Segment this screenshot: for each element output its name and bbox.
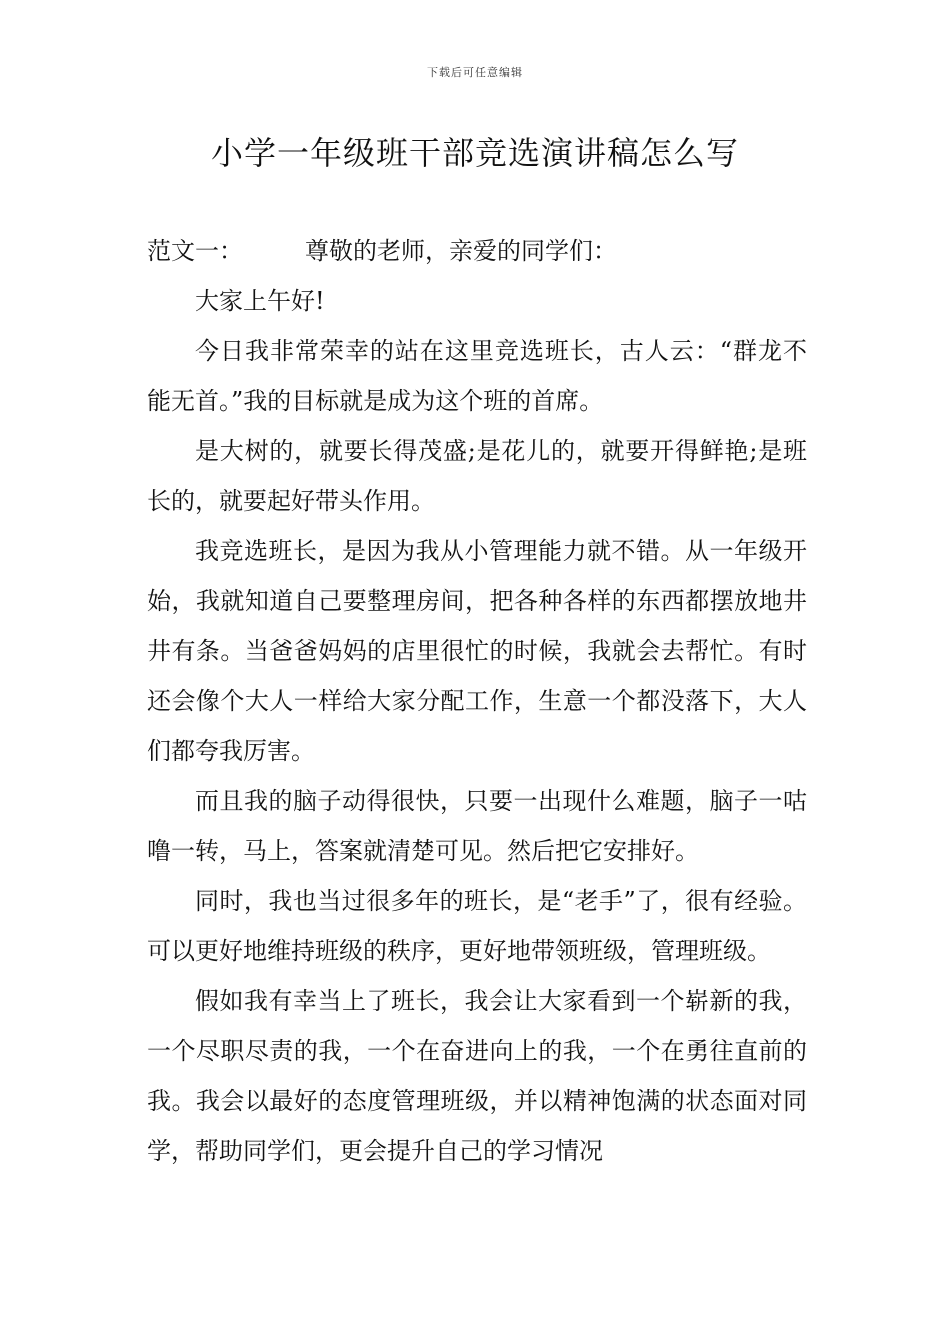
opening-line: [147, 226, 807, 276]
paragraph: 大家上午好!: [195, 287, 325, 315]
intro-label: 范文一：: [147, 237, 243, 265]
paragraph: 同时，我也当过很多年的班长，是“老手”了，很有经验。可以更好地维持班级的秩序，更好地带领班级，管理班级。: [147, 887, 807, 965]
paragraph: 而且我的脑子动得很快，只要一出现什么难题，脑子一咕噜一转，马上，答案就清楚可见。然后把它安排好。: [147, 787, 807, 865]
salutation: 尊敬的老师，亲爱的同学们：: [305, 237, 617, 265]
paragraph: 我竞选班长，是因为我从小管理能力就不错。从一年级开始，我就知道自己要整理房间，把各种各样的东西都摆放地井井有条。当爸爸妈妈的店里很忙的时候，我就会去帮忙。有时还会像个大人一样给大家分配工作，生意一个都没落下，大人们都夸我厉害。: [147, 537, 807, 765]
header-note: 下载后可任意编辑: [427, 66, 523, 79]
paragraph: 是大树的，就要长得茂盛;是花儿的，就要开得鲜艳;是班长的，就要起好带头作用。: [147, 437, 807, 515]
document-title: 小学一年级班干部竞选演讲稿怎么写: [210, 134, 739, 172]
paragraph: 假如我有幸当上了班长，我会让大家看到一个崭新的我，一个尽职尽责的我，一个在奋进向上的我，一个在勇往直前的我。我会以最好的态度管理班级，并以精神饱满的状态面对同学，帮助同学们，更会提升自己的学习情况: [147, 987, 807, 1165]
paragraph: 今日我非常荣幸的站在这里竞选班长，古人云：“群龙不能无首。”我的目标就是成为这个班的首席。: [147, 337, 807, 415]
document-body: [147, 226, 807, 1176]
